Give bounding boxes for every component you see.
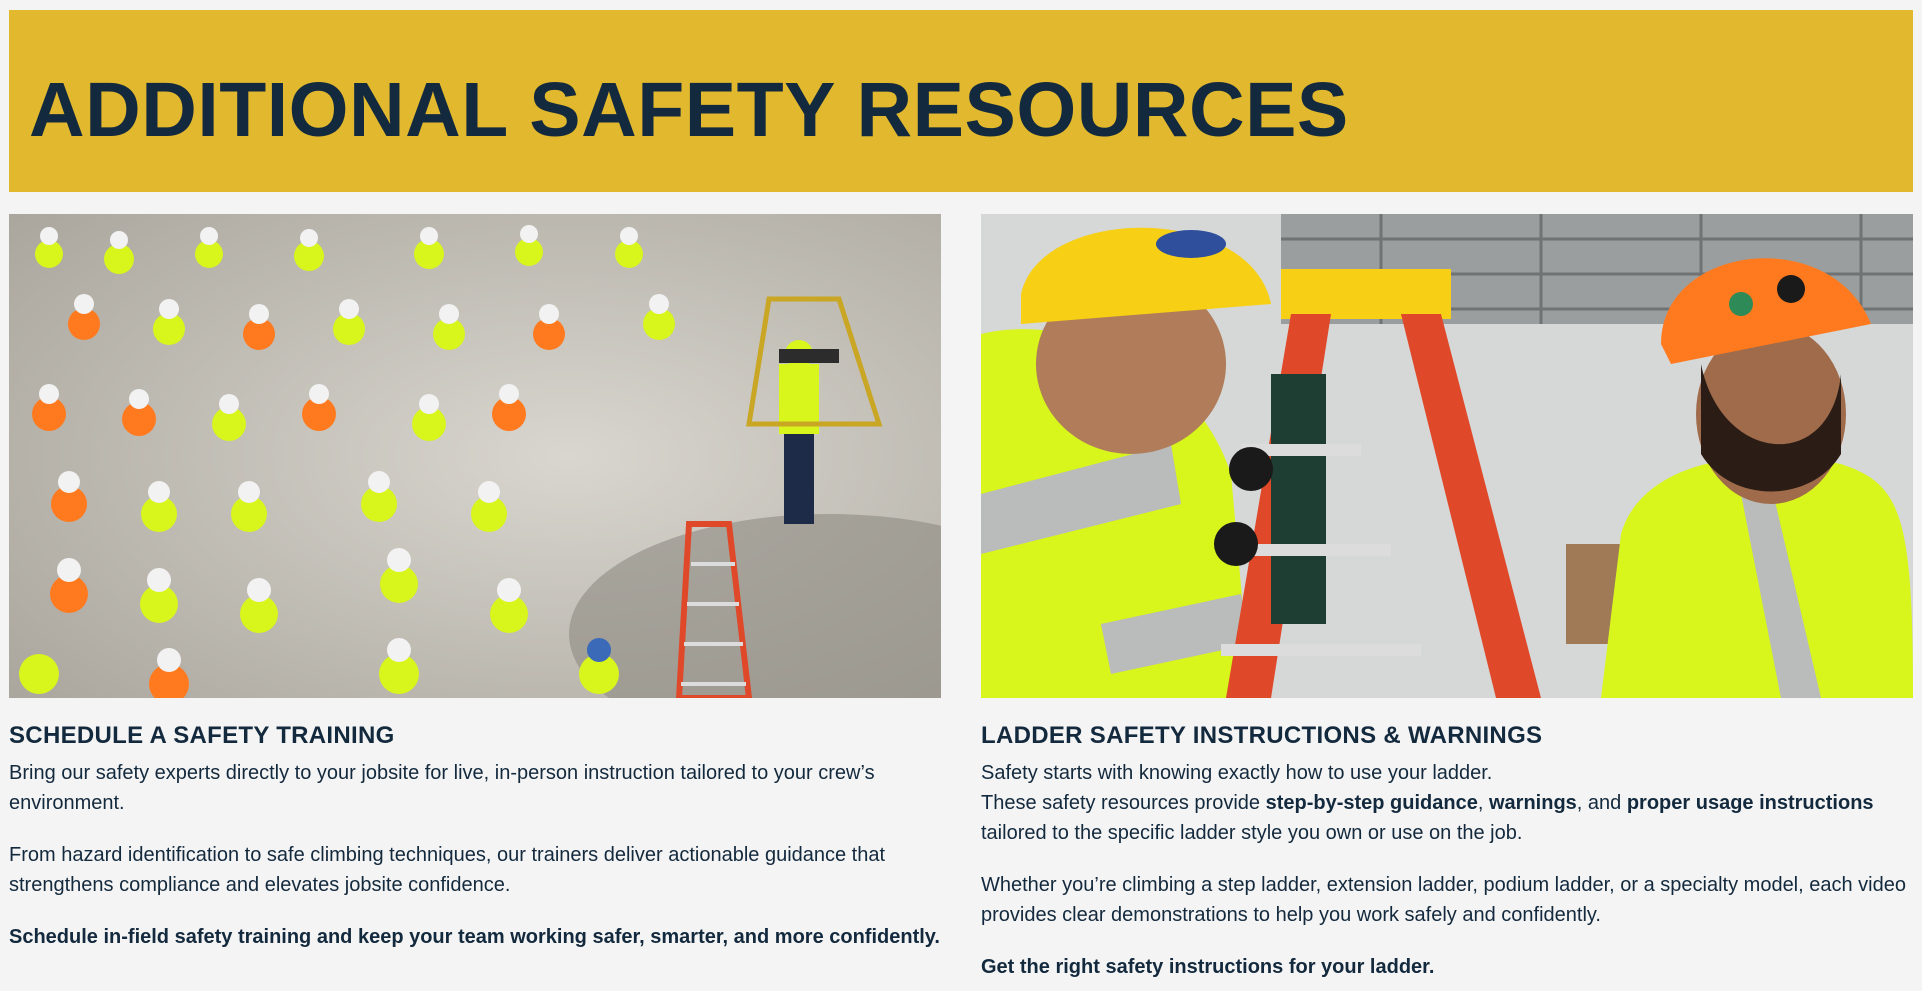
training-paragraph-1: Bring our safety experts directly to your jobsite for live, in-person instruction tailored to your crew’s environment.	[9, 762, 875, 814]
ladder-bold-step-by-step: step-by-step guidance	[1265, 792, 1478, 814]
ladder-paragraph-1	[981, 758, 1913, 848]
ladder-line-2-prefix: These safety resources provide	[981, 792, 1266, 814]
training-heading: SCHEDULE A SAFETY TRAINING	[9, 722, 395, 749]
ladder-line-2-suffix: tailored to the specific ladder style you own or use on the job.	[981, 822, 1523, 844]
ladder-sep-1: ,	[1477, 792, 1489, 814]
ladder-photo	[981, 214, 1913, 698]
section-banner	[9, 10, 1913, 192]
ladder-card	[981, 214, 1913, 982]
training-cta-text: Schedule in-field safety training and keep your team working safer, smarter, and more confidently.	[9, 926, 940, 948]
training-card	[9, 214, 941, 952]
ladder-cta-text: Get the right safety instructions for your ladder.	[981, 956, 1435, 978]
ladder-line-1: Safety starts with knowing exactly how to use your ladder.	[981, 762, 1493, 784]
ladder-bold-proper-usage: proper usage instructions	[1626, 792, 1874, 814]
training-paragraph-2: From hazard identification to safe climbing techniques, our trainers deliver actionable guidance that strengthens compliance and elevates jobsite confidence.	[9, 844, 886, 896]
ladder-heading: LADDER SAFETY INSTRUCTIONS & WARNINGS	[981, 722, 1543, 749]
training-photo	[9, 214, 941, 698]
ladder-sep-2: , and	[1576, 792, 1627, 814]
section-title: ADDITIONAL SAFETY RESOURCES	[29, 67, 1349, 153]
ladder-bold-warnings: warnings	[1488, 792, 1577, 814]
ladder-paragraph-2: Whether you’re climbing a step ladder, extension ladder, podium ladder, or a specialty model, each video provides clear demonstrations to help you work safely and confidently.	[981, 874, 1906, 926]
